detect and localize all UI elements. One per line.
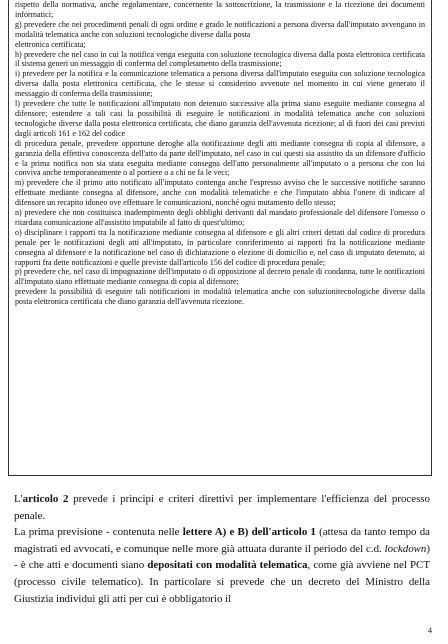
bold-run: lettere A) e B) dell'articolo 1 bbox=[182, 526, 316, 539]
italic-run: lockdown bbox=[384, 542, 427, 555]
box-line: elettronica certificata; bbox=[15, 39, 86, 49]
text-run: La prima previsione - contenuta nelle bbox=[14, 526, 183, 539]
text-run: L' bbox=[14, 493, 23, 505]
box-line: m) prevedere che il primo atto notificato all'imputato contenga anche l'espresso avviso che le successive notifiche saranno effettuate mediante consegna al difensore, anche con modalità telematiche e che l'imputato abbia l'onere di indicare al difensore un recapito idoneo ove effettuare le comunicazioni, nonché ogni mutamento dello stesso; bbox=[15, 178, 425, 208]
box-line: prevedere la possibilità di eseguire tali notificazioni in modalità telematica anche con soluzionitecnologiche diverse dalla posta elettronica certificata che diano garanzia dell'avvenuta ricezione. bbox=[15, 287, 425, 307]
box-line: p) prevedere che, nel caso di impugnazione dell'imputato o di opposizione al decreto penale di condanna, tutte le notificazioni all'imputato siano effettuate mediante consegna di copia al difensore; bbox=[15, 267, 425, 287]
bold-run: articolo 2 bbox=[22, 493, 69, 505]
box-line: di procedura penale, prevedere opportune deroghe alla notificazione degli atti mediante consegna di copia al difensore, a garanzia della effettiva conoscenza dell'atto da parte dell'imputato, nel caso in cui questi sia assistito da un difensore d'ufficio e la prima notifica non sia stata eseguita mediante consegna dell'atto personalmente all'imputato o a persona che con lui conviva anche temporaneamente o al portiere o a chi ne fa le veci; bbox=[15, 138, 425, 178]
box-line: n) prevedere che non costituisca inadempimento degli obblighi derivanti dal mandato professionale del difensore l'omesso o ritardata comunicazione all'assistito imputabile al fatto di quest'ultimo; bbox=[15, 208, 425, 227]
box-line: i) prevedere per la notifica e la comunicazione telematica a persona diversa dall'imputato eseguita con soluzione tecnologica diversa dalla posta elettronica certificata, che le stesse si considerino avvenute nel momento in cui viene generato il messaggio di conferma della trasmissione; bbox=[15, 69, 425, 99]
page-number: 4 bbox=[428, 626, 432, 635]
paragraph-first-provision bbox=[14, 524, 430, 607]
box-line: g) prevedere che nei procedimenti penali di ogni ordine e grado le notificazioni a persona diversa dall'imputato avvengano in modalità telematica anche con soluzioni tecnologiche diverse dalla posta bbox=[15, 19, 425, 39]
text-run: (attesa da tanto tempo da magistrati ed avvocati, e comunque nelle more già attuata durante il periodo del c.d. bbox=[14, 526, 430, 555]
text-run: ) - è che atti e documenti siano bbox=[14, 542, 430, 572]
box-line: o) disciplinare i rapporti tra la notificazione mediante consegna al difensore e gli altri criteri dettati dal codice di procedura penale per le notificazioni degli atti all'imputato, in particolare conriferimento ai rapporti fra la notificazione mediante consegna al difensore e la notificazione nel caso di dichiarazione o elezione di domicilio e, nel caso di imputato detenuto, ai rapporti fra dette notificazioni e quelle previste dall'articolo 156 del codice di procedura penale; bbox=[15, 227, 425, 267]
paragraph-article-2 bbox=[14, 491, 430, 524]
box-line: h) prevedere che nel caso in cui la notifica venga eseguita con soluzione tecnologica diversa dalla posta elettronica certificata il sistema generi un messaggio di conferma del completamento della trasmissione; bbox=[15, 49, 425, 69]
text-run: , come già avviene nel PCT (processo civile telematico). In particolare si prevede che un decreto del Ministro della Giustizia individui gli atti per cui è obbligatorio il bbox=[14, 559, 430, 605]
bold-run: depositati con modalità telematica bbox=[147, 559, 308, 572]
body-text bbox=[14, 491, 430, 619]
box-line: rispetto della normativa, anche regolamentare, concernente la sottoscrizione, la trasmissione e la ricezione dei documenti informatici; bbox=[15, 0, 425, 19]
quoted-law-text-box bbox=[8, 0, 432, 476]
text-run: prevede i principi e criteri direttivi per implementare l'efficienza del processo penale. bbox=[14, 493, 430, 522]
box-line: l) prevedere che tutte le notificazioni all'imputato non detenuto successive alla prima siano eseguite mediante consegna al difensore; estendere a tali casi la possibilità di eseguire le notificazioni in modalità telematica anche con soluzioni tecnologiche diverse dalla posta elettronica certificata, che diano garanzia dell'avvenuta ricezione; al di fuori dei casi previsti dagli articoli 161 e 162 del codice bbox=[15, 99, 425, 138]
